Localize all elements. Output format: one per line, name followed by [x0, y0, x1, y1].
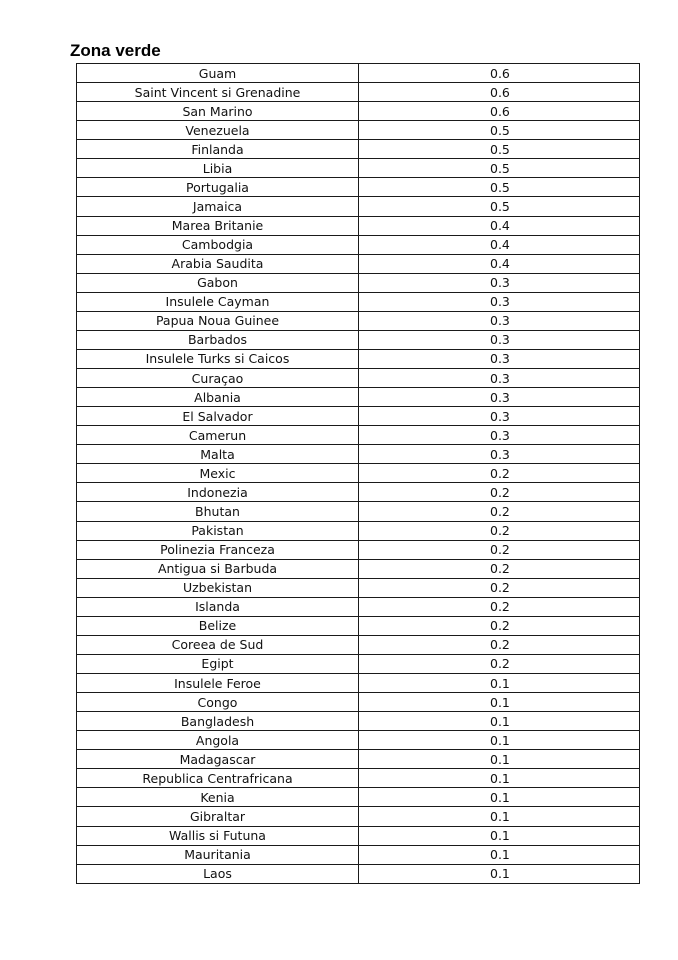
country-cell: Polinezia Franceza [77, 540, 359, 559]
value-cell: 0.1 [359, 807, 640, 826]
table-row [77, 635, 640, 654]
value-cell: 0.2 [359, 559, 640, 578]
country-cell: Guam [77, 64, 359, 83]
table-row [77, 826, 640, 845]
country-cell: Antigua si Barbuda [77, 559, 359, 578]
table-row [77, 616, 640, 635]
table-row [77, 216, 640, 235]
value-cell: 0.2 [359, 464, 640, 483]
value-cell: 0.2 [359, 654, 640, 673]
value-cell: 0.5 [359, 197, 640, 216]
value-cell: 0.3 [359, 407, 640, 426]
value-cell: 0.5 [359, 178, 640, 197]
table-row [77, 769, 640, 788]
country-cell: Pakistan [77, 521, 359, 540]
country-cell: Gibraltar [77, 807, 359, 826]
table-row [77, 540, 640, 559]
value-cell: 0.1 [359, 674, 640, 693]
value-cell: 0.3 [359, 330, 640, 349]
table-row [77, 197, 640, 216]
table-row [77, 445, 640, 464]
table-row [77, 311, 640, 330]
table-row [77, 64, 640, 83]
country-cell: Uzbekistan [77, 578, 359, 597]
table-row [77, 731, 640, 750]
table-row [77, 654, 640, 673]
country-cell: Egipt [77, 654, 359, 673]
table-row [77, 292, 640, 311]
country-cell: Wallis si Futuna [77, 826, 359, 845]
table-row [77, 121, 640, 140]
value-cell: 0.1 [359, 693, 640, 712]
table-row [77, 674, 640, 693]
value-cell: 0.2 [359, 483, 640, 502]
value-cell: 0.1 [359, 712, 640, 731]
table-row [77, 521, 640, 540]
table-row [77, 845, 640, 864]
country-cell: Marea Britanie [77, 216, 359, 235]
data-table [76, 63, 640, 884]
table-row [77, 349, 640, 368]
value-cell: 0.3 [359, 388, 640, 407]
country-cell: Venezuela [77, 121, 359, 140]
table-row [77, 102, 640, 121]
value-cell: 0.3 [359, 445, 640, 464]
table-row [77, 807, 640, 826]
value-cell: 0.2 [359, 578, 640, 597]
country-cell: Arabia Saudita [77, 254, 359, 273]
table-row [77, 140, 640, 159]
country-cell: Madagascar [77, 750, 359, 769]
country-cell: Coreea de Sud [77, 635, 359, 654]
country-cell: Jamaica [77, 197, 359, 216]
value-cell: 0.2 [359, 597, 640, 616]
country-cell: Laos [77, 864, 359, 883]
table-row [77, 254, 640, 273]
value-cell: 0.2 [359, 521, 640, 540]
country-cell: Indonezia [77, 483, 359, 502]
value-cell: 0.3 [359, 369, 640, 388]
country-cell: Republica Centrafricana [77, 769, 359, 788]
country-cell: Congo [77, 693, 359, 712]
country-cell: Portugalia [77, 178, 359, 197]
table-row [77, 788, 640, 807]
value-cell: 0.1 [359, 769, 640, 788]
value-cell: 0.6 [359, 64, 640, 83]
country-cell: Insulele Feroe [77, 674, 359, 693]
value-cell: 0.2 [359, 502, 640, 521]
table-row [77, 330, 640, 349]
table-row [77, 178, 640, 197]
table-row [77, 388, 640, 407]
country-cell: El Salvador [77, 407, 359, 426]
country-cell: Albania [77, 388, 359, 407]
table-row [77, 864, 640, 883]
value-cell: 0.5 [359, 159, 640, 178]
value-cell: 0.1 [359, 750, 640, 769]
value-cell: 0.4 [359, 235, 640, 254]
table-row [77, 693, 640, 712]
country-cell: Saint Vincent si Grenadine [77, 83, 359, 102]
value-cell: 0.6 [359, 102, 640, 121]
country-cell: Islanda [77, 597, 359, 616]
table-row [77, 235, 640, 254]
table-row [77, 483, 640, 502]
country-cell: Bhutan [77, 502, 359, 521]
table-row [77, 273, 640, 292]
table-row [77, 159, 640, 178]
country-cell: Bangladesh [77, 712, 359, 731]
value-cell: 0.1 [359, 788, 640, 807]
value-cell: 0.1 [359, 864, 640, 883]
value-cell: 0.3 [359, 426, 640, 445]
value-cell: 0.4 [359, 254, 640, 273]
table-row [77, 83, 640, 102]
country-cell: Barbados [77, 330, 359, 349]
country-cell: Curaçao [77, 369, 359, 388]
country-cell: Camerun [77, 426, 359, 445]
table-row [77, 750, 640, 769]
value-cell: 0.4 [359, 216, 640, 235]
table-row [77, 426, 640, 445]
value-cell: 0.3 [359, 292, 640, 311]
table-row [77, 559, 640, 578]
value-cell: 0.1 [359, 845, 640, 864]
country-cell: Angola [77, 731, 359, 750]
country-cell: Libia [77, 159, 359, 178]
table-row [77, 369, 640, 388]
value-cell: 0.5 [359, 121, 640, 140]
country-cell: San Marino [77, 102, 359, 121]
table-row [77, 502, 640, 521]
page-title: Zona verde [70, 41, 161, 60]
table-body [77, 64, 640, 884]
value-cell: 0.1 [359, 826, 640, 845]
value-cell: 0.3 [359, 311, 640, 330]
table-row [77, 597, 640, 616]
value-cell: 0.2 [359, 540, 640, 559]
value-cell: 0.6 [359, 83, 640, 102]
country-cell: Cambodgia [77, 235, 359, 254]
country-cell: Finlanda [77, 140, 359, 159]
country-cell: Malta [77, 445, 359, 464]
value-cell: 0.1 [359, 731, 640, 750]
value-cell: 0.5 [359, 140, 640, 159]
country-cell: Mauritania [77, 845, 359, 864]
country-cell: Gabon [77, 273, 359, 292]
value-cell: 0.2 [359, 635, 640, 654]
country-cell: Insulele Turks si Caicos [77, 349, 359, 368]
country-cell: Kenia [77, 788, 359, 807]
country-cell: Mexic [77, 464, 359, 483]
country-cell: Belize [77, 616, 359, 635]
value-cell: 0.3 [359, 273, 640, 292]
table-row [77, 712, 640, 731]
value-cell: 0.3 [359, 349, 640, 368]
table-row [77, 407, 640, 426]
country-cell: Papua Noua Guinee [77, 311, 359, 330]
table-row [77, 578, 640, 597]
country-cell: Insulele Cayman [77, 292, 359, 311]
value-cell: 0.2 [359, 616, 640, 635]
table-row [77, 464, 640, 483]
